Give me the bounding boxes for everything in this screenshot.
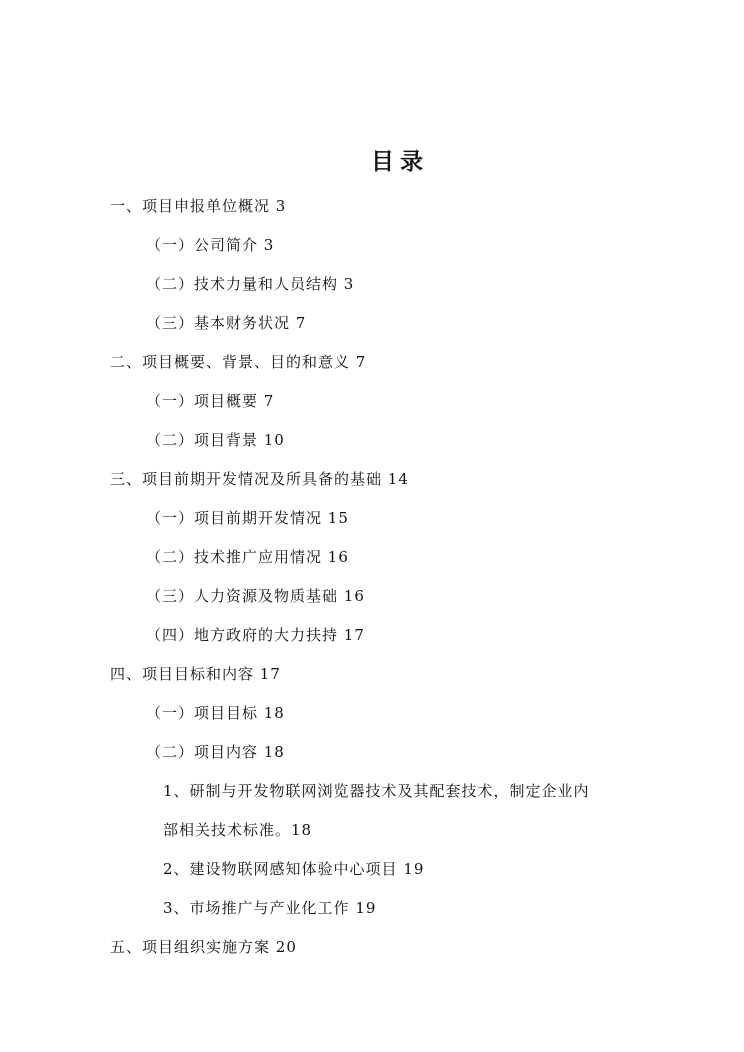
toc-entry[interactable]: 二、项目概要、背景、目的和意义 7 (110, 353, 367, 371)
toc-entry[interactable]: （二）技术力量和人员结构 3 (146, 275, 355, 293)
toc-entry[interactable]: （二）项目内容 18 (146, 743, 285, 761)
toc-entry[interactable]: （一）项目概要 7 (146, 392, 275, 410)
toc-entry[interactable]: （二）项目背景 10 (146, 431, 285, 449)
page-title: 目录 (371, 148, 429, 175)
toc-entry[interactable]: （四）地方政府的大力扶持 17 (146, 626, 365, 644)
toc-entry[interactable]: （二）技术推广应用情况 16 (146, 548, 349, 566)
toc-entry[interactable]: （一）项目前期开发情况 15 (146, 509, 349, 527)
toc-entry[interactable]: 四、项目目标和内容 17 (110, 665, 281, 683)
toc-entry[interactable]: 五、项目组织实施方案 20 (110, 938, 297, 956)
toc-entry[interactable]: 一、项目申报单位概况 3 (110, 197, 287, 215)
toc-entry[interactable]: （一）公司简介 3 (146, 236, 275, 254)
toc-entry[interactable]: 部相关技术标准。18 (163, 821, 313, 839)
toc-entry[interactable]: （一）项目目标 18 (146, 704, 285, 722)
toc-entry[interactable]: 3、市场推广与产业化工作 19 (163, 899, 377, 917)
toc-entry[interactable]: （三）基本财务状况 7 (146, 314, 307, 332)
toc-entry[interactable]: 三、项目前期开发情况及所具备的基础 14 (110, 470, 409, 488)
toc-entry[interactable]: 1、研制与开发物联网浏览器技术及其配套技术，制定企业内 (163, 782, 590, 800)
toc-entry[interactable]: 2、建设物联网感知体验中心项目 19 (163, 860, 425, 878)
toc-entry[interactable]: （三）人力资源及物质基础 16 (146, 587, 365, 605)
